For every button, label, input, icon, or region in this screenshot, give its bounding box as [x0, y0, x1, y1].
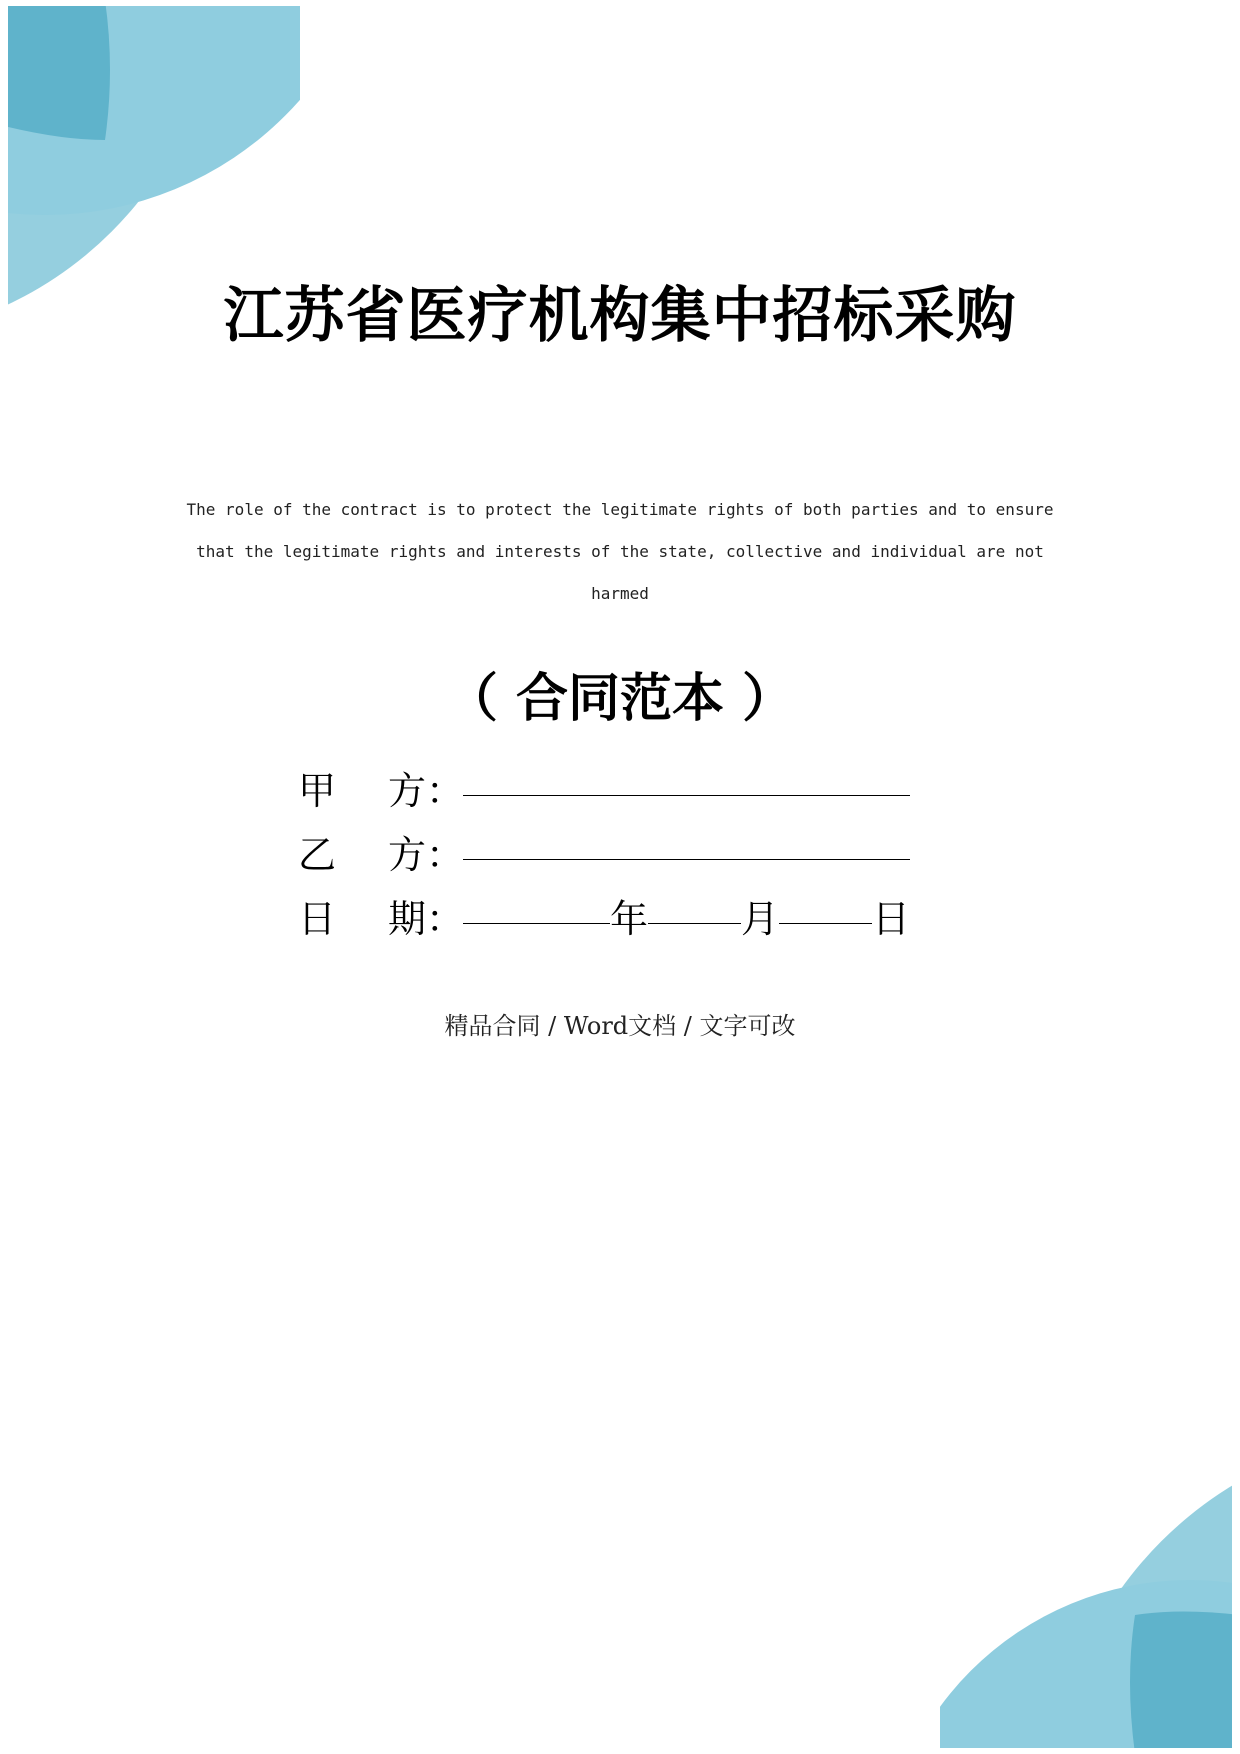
date-label-suffix: 期：: [388, 897, 465, 941]
year-input-line[interactable]: [463, 922, 610, 924]
year-label: 年: [610, 897, 649, 941]
description-line: that the legitimate rights and interests of the state, collective and individual are not: [196, 542, 1044, 561]
date-row: [298, 888, 918, 941]
bottom-right-decoration: [940, 1420, 1240, 1754]
footer-note: 精品合同 / Word文档 / 文字可改: [444, 1012, 796, 1040]
party-a-label-suffix: 方：: [388, 769, 465, 813]
date-label-char: 日: [298, 897, 337, 941]
party-b-label-suffix: 方：: [388, 833, 465, 877]
day-label: 日: [872, 897, 911, 941]
description-line: The role of the contract is to protect the legitimate rights of both parties and to ensure: [186, 500, 1054, 519]
day-input-line[interactable]: [779, 922, 872, 924]
description-line: harmed: [591, 584, 649, 603]
party-a-label-char: 甲: [298, 769, 337, 813]
party-b-label-char: 乙: [298, 833, 337, 877]
party-b-input-line[interactable]: [463, 858, 910, 860]
contract-template-subtitle: （ 合同范本 ）: [445, 668, 795, 729]
party-b-row: [298, 824, 918, 877]
month-label: 月: [741, 897, 780, 941]
document-title: 江苏省医疗机构集中招标采购: [223, 281, 1017, 351]
party-a-input-line[interactable]: [463, 794, 910, 796]
month-input-line[interactable]: [648, 922, 741, 924]
party-a-row: [298, 760, 918, 813]
